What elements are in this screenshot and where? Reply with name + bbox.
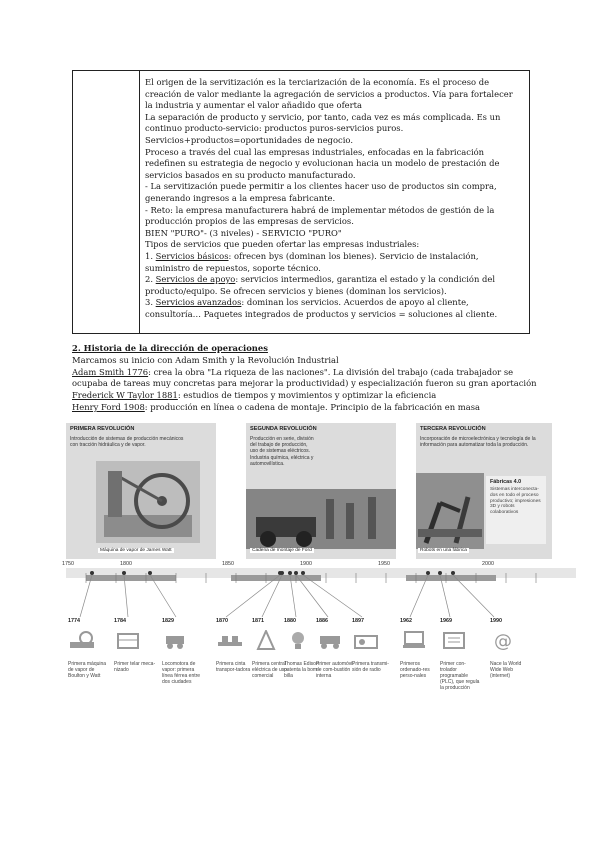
revolution-title: SEGUNDA REVOLUCIÓN (250, 426, 317, 432)
event-year: 1880 (284, 618, 296, 624)
table-paragraph: La separación de producto y servicio, por tanto, cada vez es más complicada. Es un continuo producto-servicio: productos puros-servicios puros. (145, 111, 501, 134)
event-text: Thomas Edison patenta la bom-billa (284, 661, 319, 680)
taylor-name: Frederick W Taylor 1881 (72, 390, 178, 401)
ford-paragraph: Henry Ford 1908: producción en línea o cadena de montaje. Principio de la fabricación en masa (72, 401, 480, 412)
table-paragraph: - La servitización puede permitir a los clientes hacer uso de productos sin compra, generando ingresos a la empresa fabricante. (145, 181, 497, 203)
event-text: Nace la World Wide Web (internet) (490, 661, 522, 680)
servitization-table (72, 70, 530, 334)
event-year: 1886 (316, 618, 328, 624)
event-text: Primer telar meca-nizado (114, 661, 156, 674)
factory-robots-image (416, 473, 484, 549)
event-year: 1990 (490, 618, 502, 624)
table-content-cell (145, 77, 523, 320)
event-year: 1962 (400, 618, 412, 624)
at-sign-icon (490, 630, 518, 650)
table-paragraph: El origen de la servitización es la terciarización de la economía. Es el proceso de creación de valor mediante la agregación de servicios a productos. Vía para fortalecer la industria y aumentar el valor añadido que oferta (145, 77, 513, 111)
revolution-title: TERCERA REVOLUCIÓN (420, 426, 486, 432)
revolution-caption: Máquina de vapor de James Watt (100, 548, 172, 553)
timeline-event (162, 618, 204, 685)
timeline-event (114, 618, 156, 673)
event-text: Primera central eléctrica de uso comercial (252, 661, 288, 680)
event-year: 1969 (440, 618, 452, 624)
revolution-caption: Robots en una fábrica (420, 548, 467, 553)
computer-icon (400, 630, 428, 650)
timeline-event (352, 618, 394, 673)
fabricas-title: Fábricas 4.0 (490, 479, 522, 485)
smith-name: Adam Smith 1776 (72, 366, 149, 377)
light-bulb-icon (284, 630, 312, 650)
plc-icon (440, 630, 468, 650)
revolution-title: PRIMERA REVOLUCIÓN (70, 426, 135, 432)
fabricas-desc: Sistemas interconecta-dos en todo el proceso productivo; impresiones 3D y robots colaborativos (490, 487, 541, 516)
event-year: 1870 (216, 618, 228, 624)
event-year: 1774 (68, 618, 80, 624)
service-term: Servicios básicos (155, 250, 229, 261)
table-paragraph: Servicios+productos=oportunidades de negocio. (145, 134, 353, 145)
scale-year: 2000 (482, 561, 494, 567)
event-text: Locomotora de vapor: primera línea férrea entre dos ciudades (162, 661, 201, 686)
event-text: Primer automóvil de com-bustión interna (316, 661, 354, 680)
scale-year: 1750 (62, 561, 74, 567)
table-paragraph: - Reto: la empresa manufacturera habrá de implementar métodos de gestión de la producción propios de las empresas de servicios. (145, 204, 495, 227)
power-tower-icon (252, 630, 280, 650)
service-term: Servicios de apoyo (155, 274, 236, 285)
event-year: 1784 (114, 618, 126, 624)
scale-year: 1850 (222, 561, 234, 567)
timeline-event (68, 618, 110, 679)
event-text: Primera máquina de vapor de Boulton y Watt (68, 661, 107, 680)
revolution-desc: Producción en serie, división del trabajo de producción, uso de sistemas eléctricos. Industria química, eléctrica y automovilística. (250, 436, 314, 467)
event-text: Primer con-trolador programable (PLC), que regula la producción (440, 661, 480, 692)
revolution-caption: Cadena de montaje de Ford (252, 548, 312, 553)
event-year: 1871 (252, 618, 264, 624)
table-paragraph: Proceso a través del cual las empresas industriales, enfocadas en la fabricación redefinen su estrategia de negocio y evolucionan hacia un modelo de prestación de servicios basados en su producto manufacturado. (145, 146, 500, 180)
fabricas-40-box (486, 476, 546, 544)
history-section (72, 343, 542, 414)
table-empty-cell (73, 71, 140, 333)
steam-engine-image (96, 461, 200, 543)
revolution-desc: Introducción de sistemas de producción mecánicos con tracción hidráulica y de vapor. (70, 436, 184, 449)
event-text: Primeros ordenado-res perso-nales (400, 661, 430, 680)
revolution-desc: Incorporación de microelectrónica y tecnología de la información para automatizar toda la producción. (420, 436, 536, 449)
event-year: 1829 (162, 618, 174, 624)
radio-icon (352, 630, 380, 650)
ford-assembly-image (246, 489, 396, 549)
taylor-paragraph: Frederick W Taylor 1881: estudios de tiempos y movimientos y optimizar la eficiencia (72, 390, 437, 401)
scale-year: 1800 (120, 561, 132, 567)
conveyor-icon (216, 630, 244, 650)
smith-paragraph: Adam Smith 1776: crea la obra "La riqueza de las naciones". La división del trabajo (cada trabajador se ocupaba de tareas muy concretas para mejorar la productividad) y especialización fueron su gran aportación (72, 366, 537, 389)
scale-year: 1900 (300, 561, 312, 567)
locomotive-icon (162, 630, 190, 650)
industrial-revolution-timeline (62, 423, 576, 723)
timeline-event (490, 618, 532, 679)
loom-icon (114, 630, 142, 650)
section-heading: 2. Historia de la dirección de operaciones (72, 343, 268, 353)
car-icon (316, 630, 344, 650)
table-paragraph: BIEN "PURO"- (3 niveles) - SERVICIO "PURO" (145, 227, 342, 238)
service-item: 2. Servicios de apoyo: servicios intermedios, garantiza el estado y la condición del producto/equipo. Se ofrecen servicios y bienes (dominan los servicios). (145, 274, 496, 296)
event-text: Primera cinta transpor-tadora (216, 661, 251, 674)
table-paragraph: Tipos de servicios que pueden ofertar las empresas industriales: (145, 239, 420, 250)
steam-engine-icon (68, 630, 96, 650)
event-year: 1897 (352, 618, 364, 624)
svg-text:@: @ (494, 631, 512, 650)
service-item: 1. Servicios básicos: ofrecen bys (dominan los bienes). Servicio de instalación, suministro de repuestos, soporte técnico. (145, 250, 479, 273)
timeline-event (400, 618, 442, 679)
scale-year: 1950 (378, 561, 390, 567)
section-intro: Marcamos su inicio con Adam Smith y la Revolución Industrial (72, 354, 339, 365)
service-term: Servicios avanzados (155, 297, 242, 308)
timeline-event (440, 618, 482, 691)
service-item: 3. Servicios avanzados: dominan los servicios. Acuerdos de apoyo al cliente, consultoría… Paquetes integrados de productos y servicios = soluciones al cliente. (145, 297, 498, 319)
event-connector-lines (66, 573, 576, 619)
ford-name: Henry Ford 1908 (72, 401, 145, 412)
event-text: Primera transmi-sión de radio (352, 661, 389, 674)
